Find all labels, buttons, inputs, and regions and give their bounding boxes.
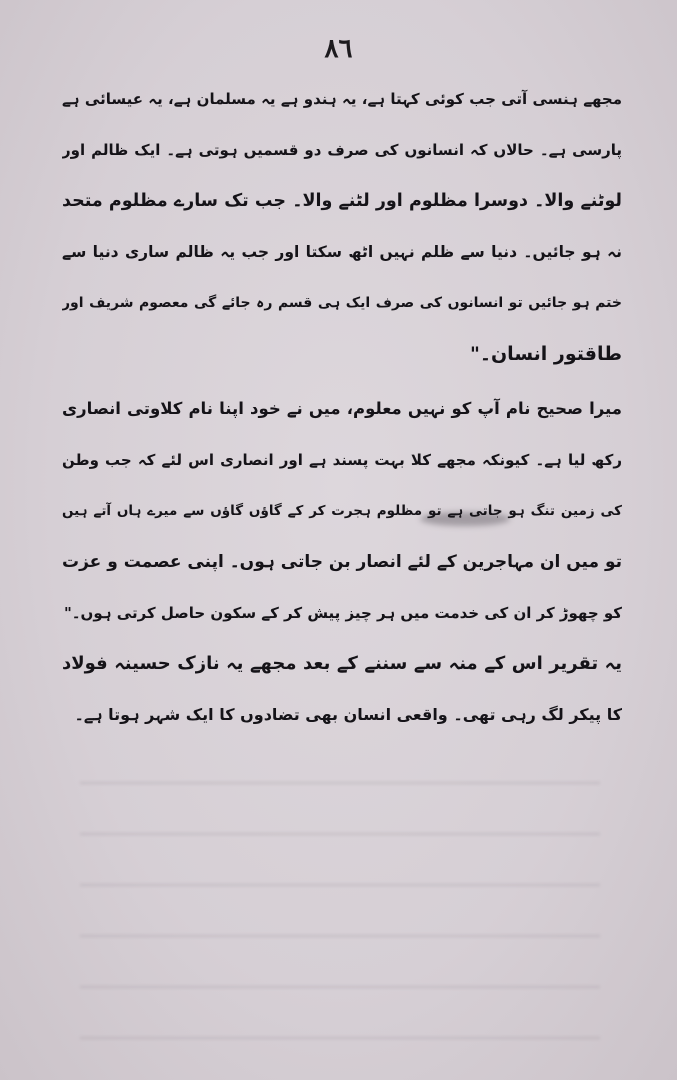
text-line: ختم ہو جائیں تو انسانوں کی صرف ایک ہی قسم رہ جائے گی معصوم شریف اور <box>62 295 622 311</box>
text-line: رکھ لیا ہے۔ کیونکہ مجھے کلا بہت پسند ہے اور انصاری اس لئے کہ جب وطن <box>62 451 622 469</box>
text-line: پارسی ہے۔ حالاں کہ انسانوں کی صرف دو قسمیں ہوتی ہے۔ ایک ظالم اور <box>62 141 622 159</box>
page-body-text <box>62 78 622 745</box>
show-through-text <box>80 742 600 1042</box>
page-number: ٨٦ <box>324 34 353 64</box>
text-line: تو میں ان مہاجرین کے لئے انصار بن جاتی ہوں۔ اپنی عصمت و عزت <box>62 552 622 572</box>
text-line: کا پیکر لگ رہی تھی۔ واقعی انسان بھی تضادوں کا ایک شہر ہوتا ہے۔ <box>74 705 622 724</box>
text-line: کی زمین تنگ ہو جاتی ہے تو مظلوم ہجرت کر کے گاؤں گاؤں سے میرے ہاں آتے ہیں <box>62 503 622 519</box>
text-line: نہ ہو جائیں۔ دنیا سے ظلم نہیں اٹھ سکتا اور جب یہ ظالم ساری دنیا سے <box>62 243 622 261</box>
text-line: یہ تقریر اس کے منہ سے سننے کے بعد مجھے یہ نازک حسینہ فولاد <box>62 653 622 674</box>
text-line: میرا صحیح نام آپ کو نہیں معلوم، میں نے خود اپنا نام کلاوتی انصاری <box>62 399 622 418</box>
text-line: لوٹنے والا۔ دوسرا مظلوم اور لٹنے والا۔ جب تک سارے مظلوم متحد <box>62 191 622 211</box>
text-line: طاقتور انسان۔" <box>469 343 622 365</box>
text-line: کو چھوڑ کر ان کی خدمت میں ہر چیز پیش کر کے سکون حاصل کرتی ہوں۔" <box>63 604 622 622</box>
text-line: مجھے ہنسی آتی جب کوئی کہتا ہے، یہ ہندو ہے یہ مسلمان ہے، یہ عیسائی ہے <box>62 90 622 108</box>
